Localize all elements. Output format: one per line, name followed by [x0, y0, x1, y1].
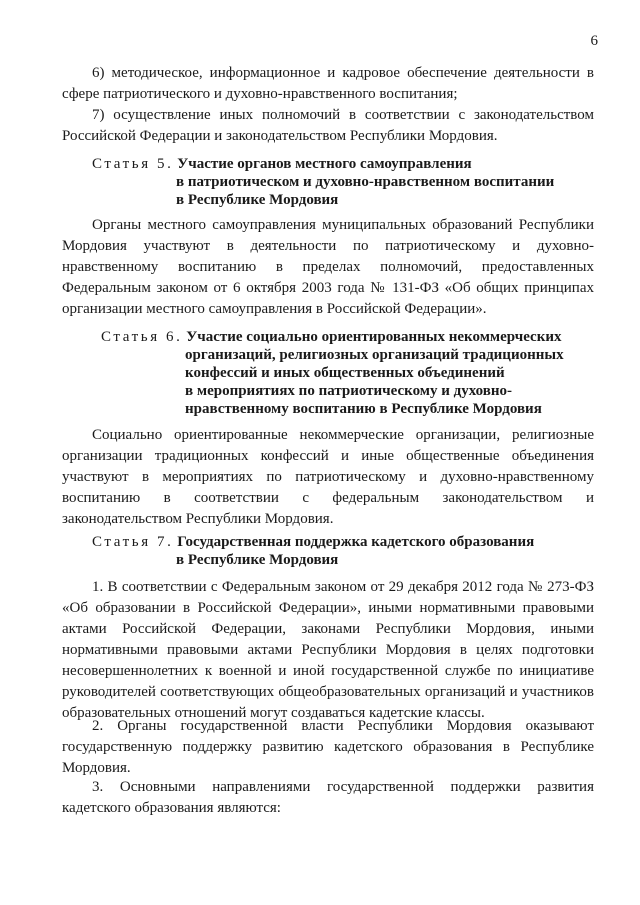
- article-5-title-line-1: Участие органов местного самоуправления: [177, 156, 472, 172]
- article-7-title-line-2: в Республике Мордовия: [176, 552, 339, 568]
- article-6-title-line-1: Участие социально ориентированных некоммерческих: [186, 329, 562, 345]
- article-5-text: Органы местного самоуправления муниципальных образований Республики Мордовия участвуют в деятельности по патриотическому и духовно-нравственному воспитанию в пределах полномочий, предоставленных Федеральным законом от 6 октября 2003 года № 131-ФЗ «Об общих принципах организации местного самоуправления в Российской Федерации».: [62, 217, 594, 317]
- list-item-6: 6) методическое, информационное и кадровое обеспечение деятельности в сфере патриотического и духовно-нравственного воспитания;: [62, 65, 594, 102]
- article-5-title-cont: [176, 173, 554, 209]
- article-6-title-line-5: нравственному воспитанию в Республике Мордовия: [185, 401, 542, 417]
- article-7-title-cont: [176, 551, 338, 569]
- article-6-text: Социально ориентированные некоммерческие организации, религиозные организации традиционных конфессий и иные общественные объединения участвуют в мероприятиях по патриотическому и духовно-нравственному воспитанию в соответствии с федеральным законодательством и законодательством Республики Мордовия.: [62, 427, 594, 527]
- article-6-title-line-3: конфессий и иных общественных объединений: [185, 365, 505, 381]
- article-6-title-line-2: организаций, религиозных организаций традиционных: [185, 347, 564, 363]
- article-7-number: Статья 7.: [92, 534, 174, 550]
- list-item-7: 7) осуществление иных полномочий в соответствии с законодательством Российской Федерации и законодательством Республики Мордовия.: [62, 107, 594, 144]
- article-6-heading: [101, 328, 562, 346]
- page-number: 6: [590, 33, 598, 49]
- article-7-title-line-1: Государственная поддержка кадетского образования: [177, 534, 535, 550]
- article-7-heading: [92, 533, 534, 551]
- article-7-paragraph-1: 1. В соответствии с Федеральным законом от 29 декабря 2012 года № 273-ФЗ «Об образовании в Российской Федерации», иными нормативными правовыми актами Российской Федерации, законами Республики Мордовия, иными нормативными правовыми актами Республики Мордовия в целях подготовки несовершеннолетних к военной и иной государственной службе по инициативе руководителей соответствующих общеобразовательных организаций и участников образовательных отношений могут создаваться кадетские классы.: [62, 579, 594, 721]
- article-5-number: Статья 5.: [92, 156, 174, 172]
- article-5-heading: [92, 155, 472, 173]
- article-7-paragraph-3: 3. Основными направлениями государственной поддержки развития кадетского образования являются:: [62, 779, 594, 816]
- article-6-number: Статья 6.: [101, 329, 183, 345]
- article-6-title-line-4: в мероприятиях по патриотическому и духовно-: [185, 383, 513, 399]
- article-5-title-line-3: в Республике Мордовия: [176, 192, 339, 208]
- article-7-paragraph-2: 2. Органы государственной власти Республики Мордовия оказывают государственную поддержку развитию кадетского образования в Республике Мордовия.: [62, 718, 594, 776]
- article-6-title-cont: [185, 346, 564, 418]
- article-5-title-line-2: в патриотическом и духовно-нравственном воспитании: [176, 174, 555, 190]
